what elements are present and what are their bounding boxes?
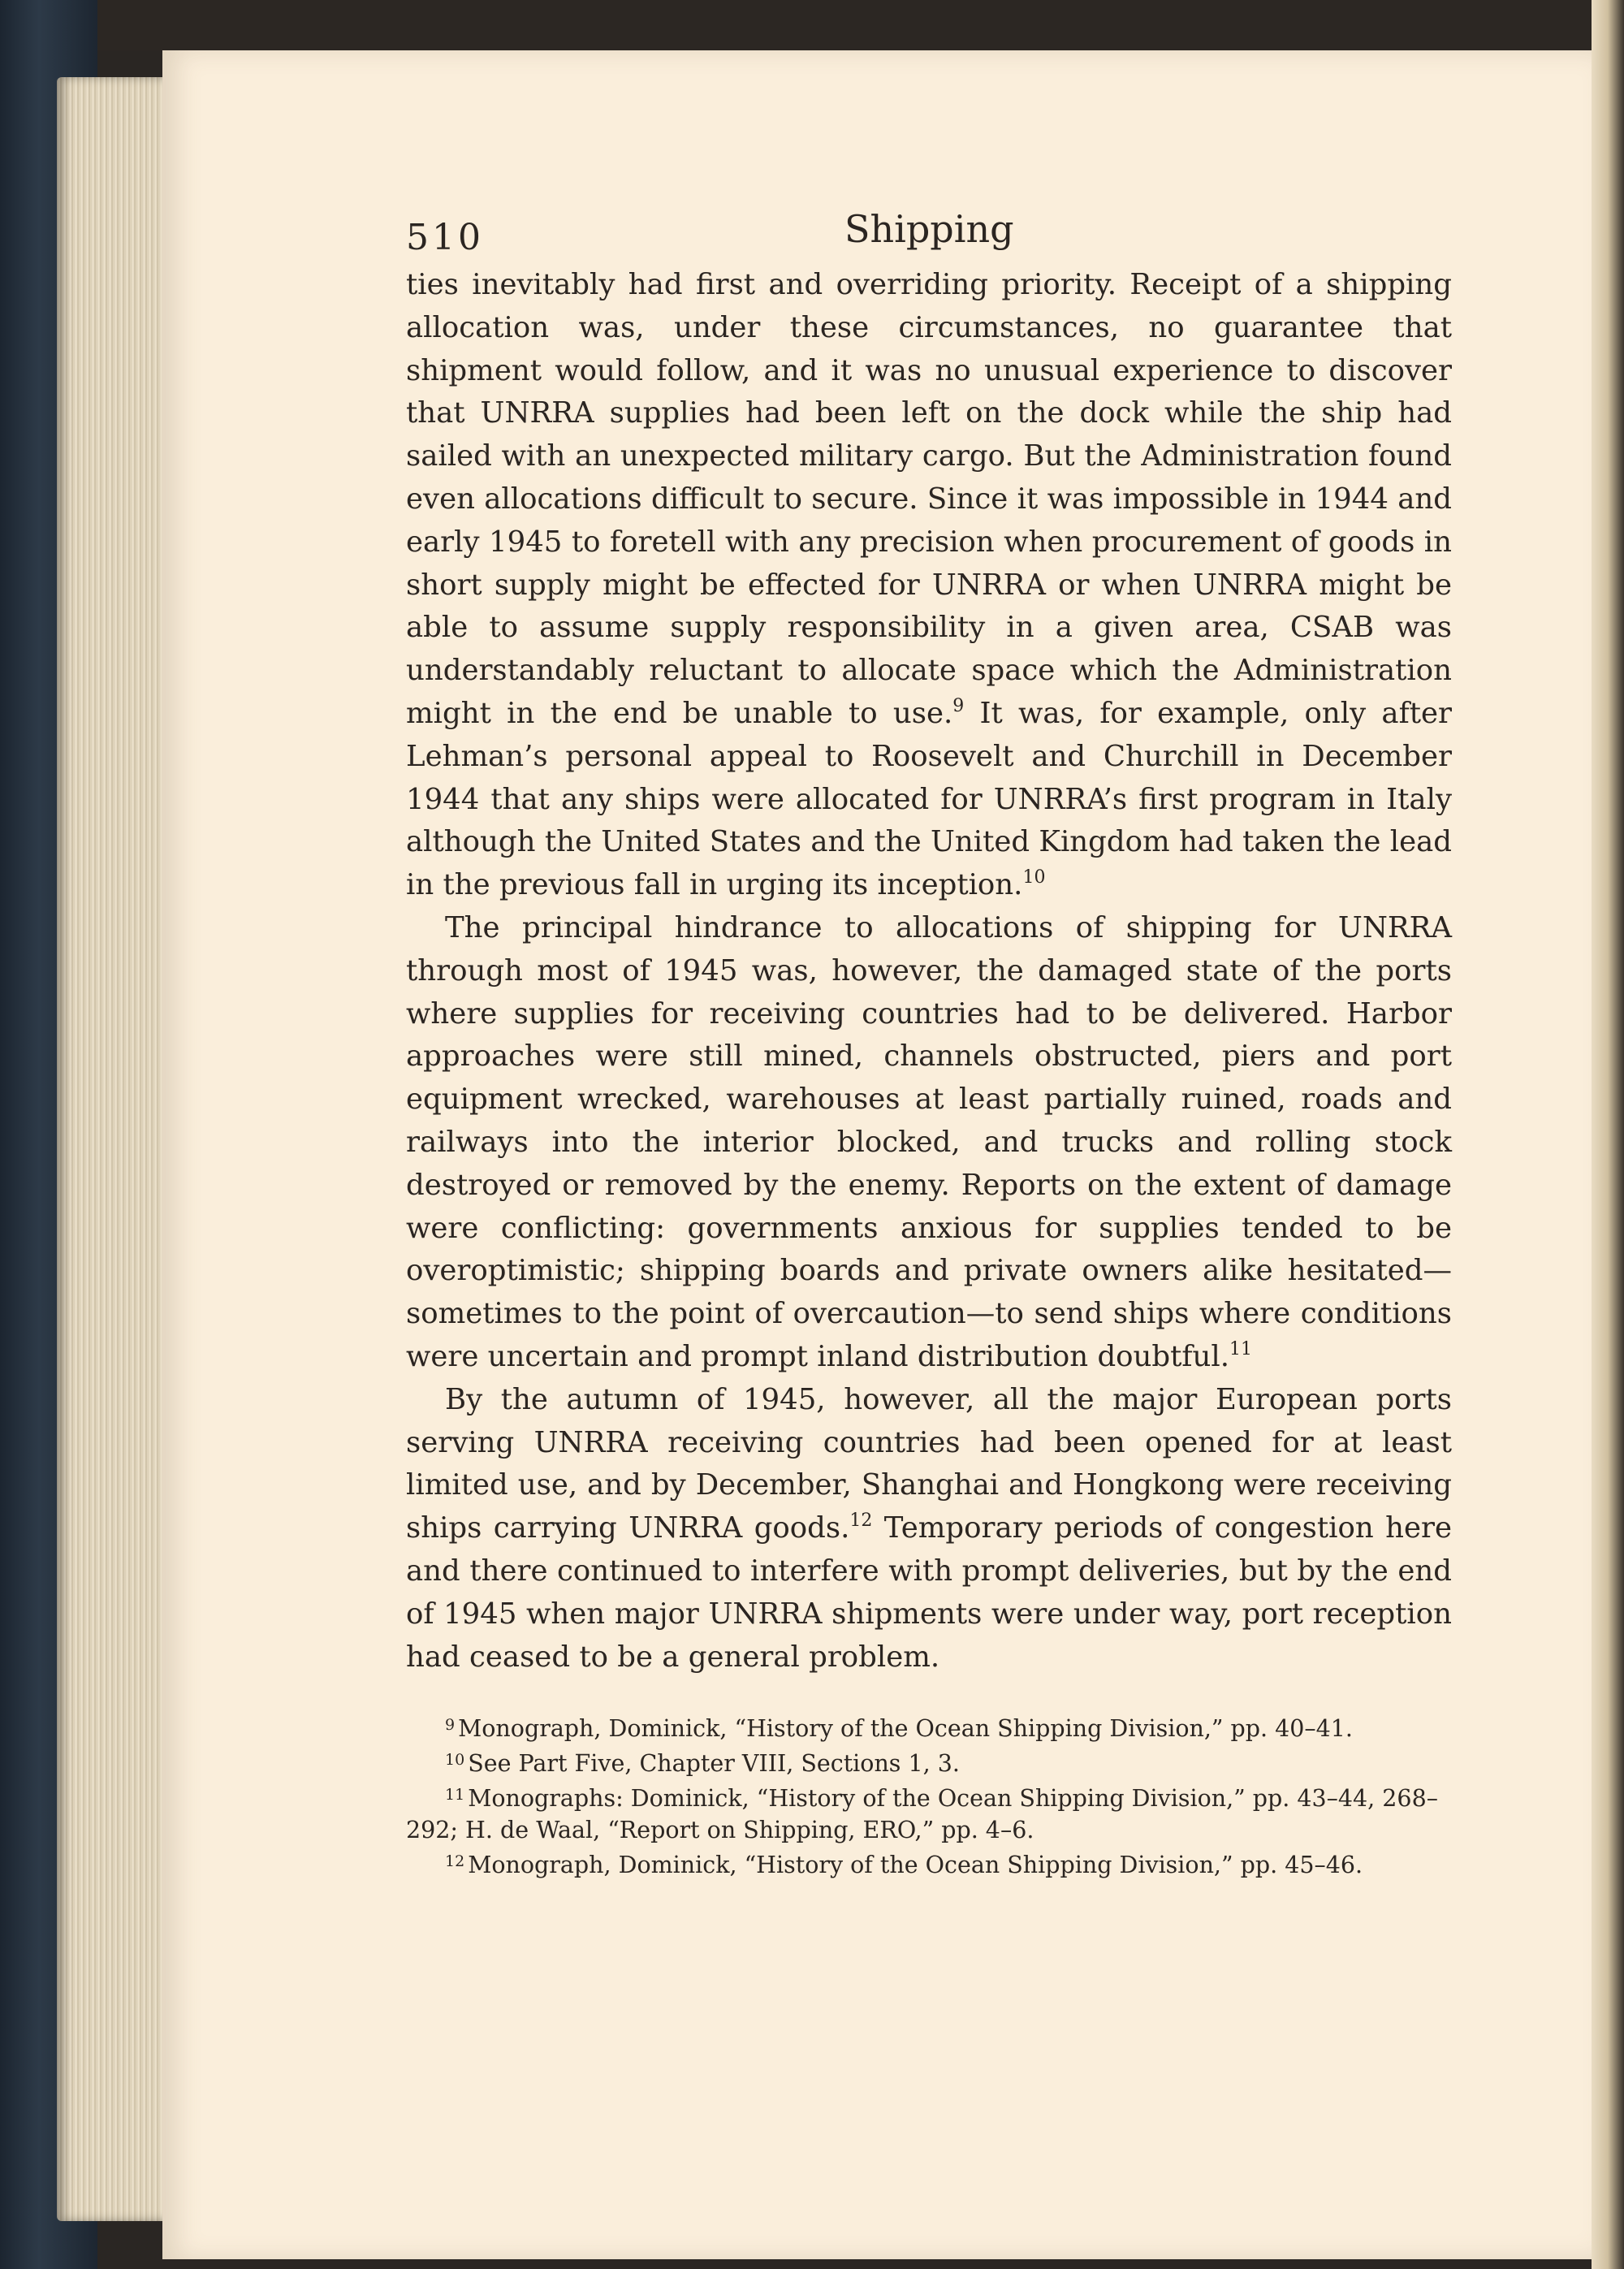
footnote-reference: 10 [1022,867,1046,888]
paragraph [406,264,1452,907]
paragraph-text: Temporary periods of congestion here and there continued to interfere with prompt deliveries, but by the end of 1945 when major UNRRA shipments were under way, port reception had ceased to be a general problem. [406,1511,1452,1674]
page-edges [57,77,171,2221]
footnote-number: 12 [445,1852,465,1871]
footnote-reference: 11 [1229,1338,1253,1359]
footnote-number: 11 [445,1786,465,1804]
running-title: Shipping [844,207,1014,251]
footnote [406,1779,1452,1846]
footnote [406,1709,1452,1744]
paragraph-text: The principal hindrance to allocations of shipping for UNRRA through most of 1945 was, however, the damaged state of the ports where supplies for receiving countries had to be delivered. Harbor approaches were still mined, channels obstructed, piers and port equipment wrecked, warehouses at least partially ruined, roads and railways into the interior blocked, and trucks and rolling stock destroyed or removed by the enemy. Reports on the extent of damage were conflicting: governments anxious for supplies tended to be overoptimistic; shipping boards and private owners alike hesitated—sometimes to the point of overcaution—to send ships where conditions were uncertain and prompt inland distribution doubtful. [406,910,1452,1373]
footnote-text: Monograph, Dominick, “History of the Ocean Shipping Division,” pp. 40–41. [458,1715,1353,1743]
body-text [406,264,1452,1679]
text-block [406,207,1452,1881]
footnote-reference: 12 [849,1511,873,1532]
paragraph-text: It was, for example, only after Lehman’s personal appeal to Roosevelt and Churchill in December 1944 that any ships were allocated for UNRRA’s first program in Italy although the United States and the United Kingdom had taken the lead in the previous fall in urging its inception. [406,696,1452,902]
footnote-number: 10 [445,1751,465,1770]
page-number: 510 [406,217,484,258]
footnote-reference: 9 [952,695,965,716]
footnote-text: Monographs: Dominick, “History of the Ocean Shipping Division,” pp. 43–44, 268–292; H. de Waal, “Report on Shipping, ERO,” pp. 4–6. [406,1785,1438,1844]
facing-page-edge [1592,0,1624,2269]
footnote-text: See Part Five, Chapter VIII, Sections 1, 3. [468,1750,960,1778]
paragraph [406,907,1452,1379]
paragraph-text: ties inevitably had first and overriding priority. Receipt of a shipping allocation was, under these circumstances, no guarantee that shipment would follow, and it was no unusual experience to discover that UNRRA supplies had been left on the dock while the ship had sailed with an unexpected military cargo. But the Administration found even allocations difficult to secure. Since it was impossible in 1944 and early 1945 to foretell with any precision when procurement of goods in short supply might be effected for UNRRA or when UNRRA might be able to assume supply responsibility in a given area, CSAB was understandably reluctant to allocate space which the Administration might in the end be unable to use. [406,268,1452,730]
background-top [97,0,1592,50]
footnote [406,1744,1452,1779]
footnote-number: 9 [445,1716,456,1735]
footnotes [406,1709,1452,1881]
footnote [406,1846,1452,1881]
paragraph-text: By the autumn of 1945, however, all the major European ports serving UNRRA receiving countries had been opened for at least limited use, and by December, Shanghai and Hongkong were receiving ships carrying UNRRA goods. [406,1382,1452,1545]
paragraph [406,1379,1452,1679]
footnote-text: Monograph, Dominick, “History of the Ocean Shipping Division,” pp. 45–46. [468,1852,1363,1879]
running-head [406,207,1452,264]
